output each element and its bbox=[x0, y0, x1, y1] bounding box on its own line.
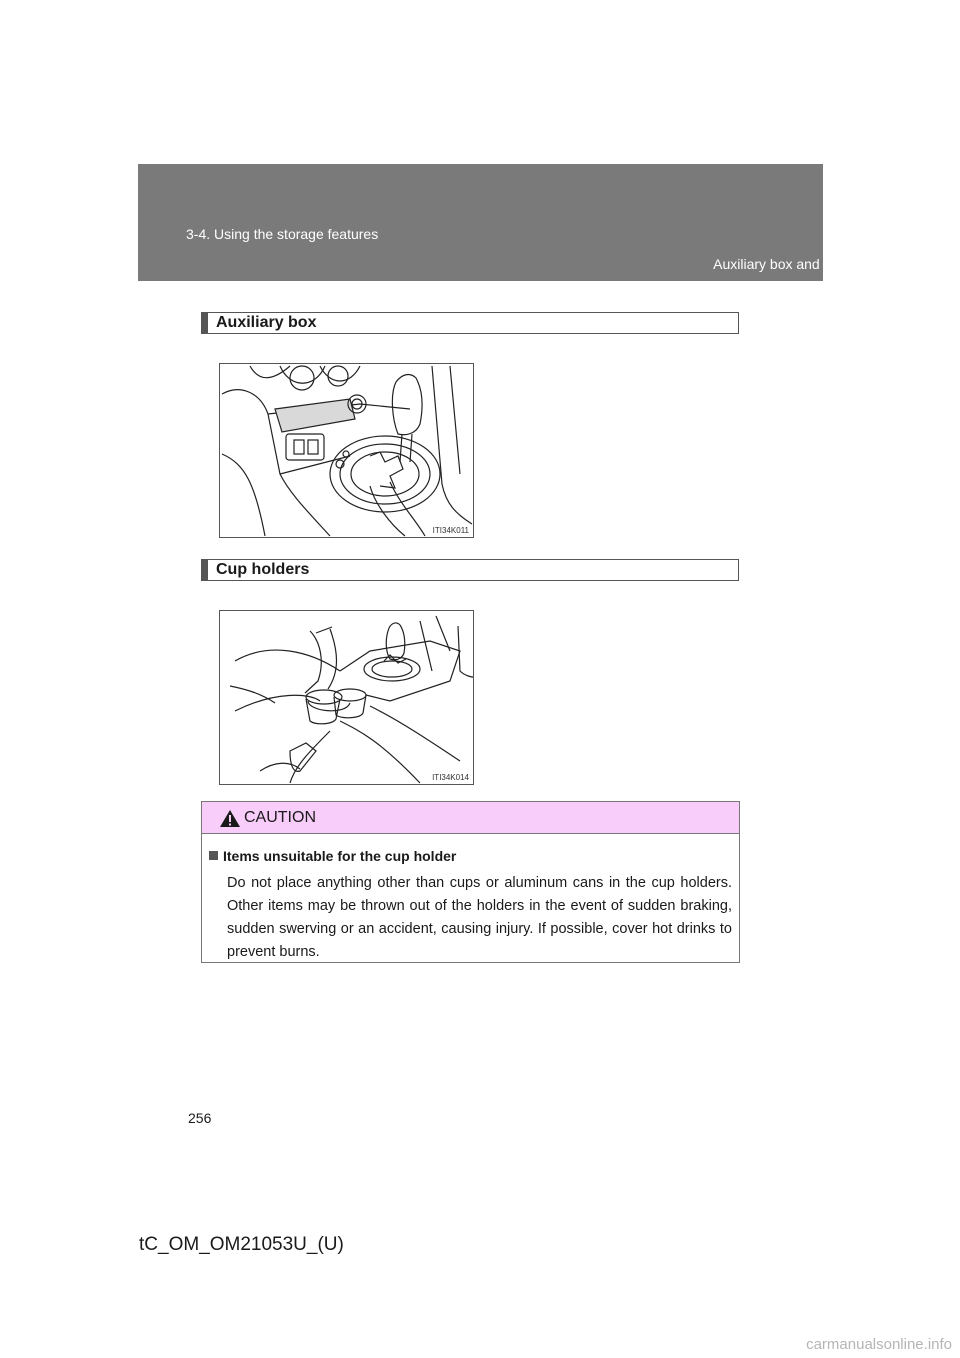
bullet-square-icon bbox=[209, 851, 218, 860]
caution-title: CAUTION bbox=[244, 809, 316, 826]
section-heading-text: Cup holders bbox=[216, 561, 310, 578]
caution-box bbox=[201, 801, 740, 963]
watermark: carmanualsonline.info bbox=[806, 1336, 952, 1353]
page-number: 256 bbox=[188, 1110, 212, 1126]
figure-code: ITI34K014 bbox=[432, 773, 469, 782]
section-heading-auxiliary-box bbox=[201, 312, 739, 334]
caution-item-title: Items unsuitable for the cup holder bbox=[223, 848, 457, 864]
header-topic-title: Auxiliary box and cup holders bbox=[713, 256, 896, 272]
warning-triangle-icon bbox=[219, 809, 241, 828]
section-heading-bar bbox=[202, 313, 208, 333]
header-section-title: 3-4. Using the storage features bbox=[186, 226, 379, 242]
caution-title-bar bbox=[202, 802, 739, 834]
figure-cup-holders bbox=[219, 610, 474, 785]
auxiliary-box-illustration bbox=[220, 364, 473, 537]
figure-code: ITI34K011 bbox=[432, 526, 469, 535]
figure-auxiliary-box bbox=[219, 363, 474, 538]
document-code: tC_OM_OM21053U_(U) bbox=[139, 1234, 344, 1255]
section-heading-text: Auxiliary box bbox=[216, 314, 317, 331]
section-heading-bar bbox=[202, 560, 208, 580]
caution-body-text: Do not place anything other than cups or aluminum cans in the cup holders. Other items may be thrown out of the holders in the event of sudden braking, sudden swerving or an accident, causing injury. If possible, cover hot drinks to prevent burns. bbox=[227, 875, 732, 960]
section-heading-cup-holders bbox=[201, 559, 739, 581]
caution-item-heading bbox=[209, 848, 456, 864]
cup-holders-illustration bbox=[220, 611, 473, 784]
